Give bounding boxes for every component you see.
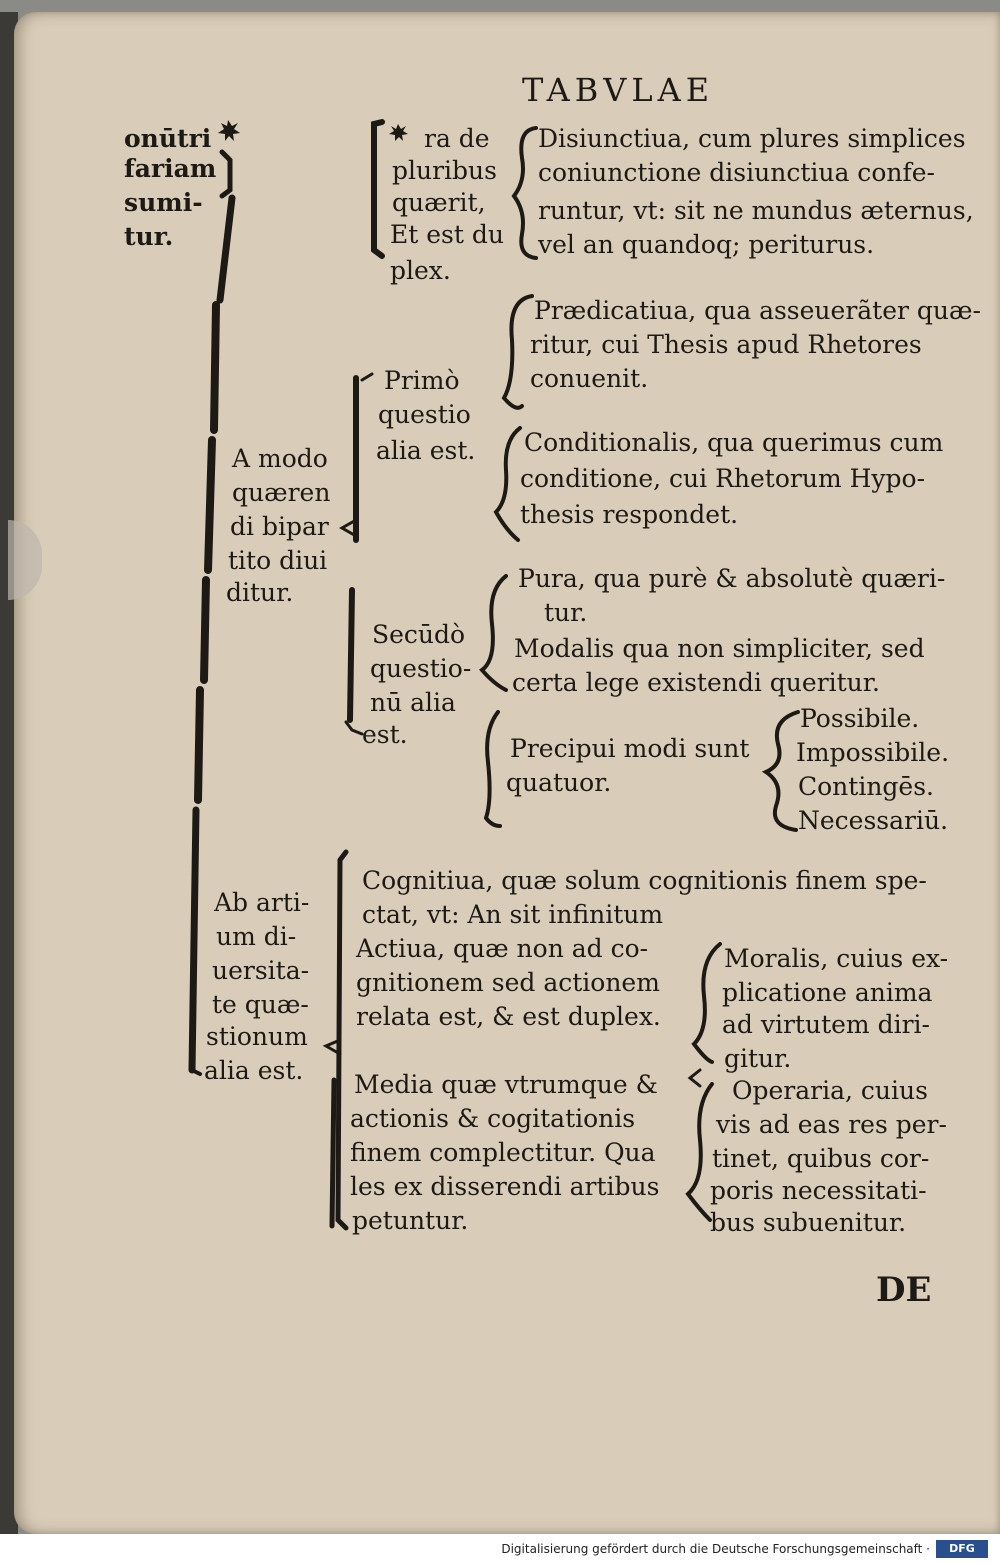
s3-head-3: uersita- bbox=[212, 956, 310, 985]
precipui-line-2: quatuor. bbox=[506, 768, 612, 797]
digitization-footer bbox=[0, 1534, 1000, 1564]
disiunctiua-line-3: runtur, vt: sit ne mundus æternus, bbox=[538, 196, 974, 225]
operaria-line-1: Operaria, cuius bbox=[732, 1076, 928, 1105]
operaria-curly bbox=[688, 1084, 712, 1220]
s1-head-1: ra de bbox=[424, 124, 490, 153]
modalis-line-1: Modalis qua non simpliciter, sed bbox=[514, 634, 925, 663]
footer-credit-text: Digitalisierung gefördert durch die Deutsche Forschungsgemeinschaft · bbox=[501, 1542, 930, 1556]
conditionalis-line-2: conditione, cui Rhetorum Hypo- bbox=[520, 464, 926, 493]
secundo-line-3: nū alia bbox=[370, 688, 456, 717]
conditionalis-line-3: thesis respondet. bbox=[520, 500, 739, 529]
predicatiua-curly bbox=[504, 296, 532, 408]
conditionalis-curly bbox=[496, 428, 520, 540]
disiunctiua-line-2: coniunctione disiunctiua confe- bbox=[538, 158, 935, 187]
main-spine-line bbox=[220, 198, 232, 300]
top-right-bracket bbox=[222, 152, 230, 196]
media-line-1: Media quæ vtrumque & bbox=[354, 1070, 658, 1099]
s3-head-5: stionum bbox=[206, 1022, 308, 1051]
catchword: DE bbox=[876, 1270, 932, 1310]
s1-head-4: Et est du bbox=[390, 220, 504, 249]
actiua-line-1: Actiua, quæ non ad co- bbox=[356, 934, 649, 963]
media-line-3: finem complectitur. Qua bbox=[350, 1138, 656, 1167]
disiunctiua-line-4: vel an quandoq; periturus. bbox=[538, 230, 875, 259]
secundo-line-2: questio- bbox=[370, 654, 472, 683]
operaria-line-2: vis ad eas res per- bbox=[716, 1110, 947, 1139]
s1-head-5: plex. bbox=[390, 256, 451, 285]
actiua-mid-bracket bbox=[690, 1070, 700, 1086]
media-line-5: petuntur. bbox=[352, 1206, 469, 1235]
pura-line-1: Pura, qua purè & absolutè quæri- bbox=[518, 564, 946, 593]
primo-top-hook bbox=[362, 374, 372, 380]
section1-left-bracket bbox=[374, 122, 382, 256]
cognitiua-line-1: Cognitiua, quæ solum cognitionis finem spe- bbox=[362, 866, 927, 895]
modus-impossibile: Impossibile. bbox=[796, 738, 950, 767]
s1-head-3: quærit, bbox=[392, 188, 486, 217]
modi-curly bbox=[766, 712, 798, 830]
primo-line-3: alia est. bbox=[376, 436, 476, 465]
spine-seg-3 bbox=[208, 440, 212, 570]
s2-head-1: A modo bbox=[232, 444, 328, 473]
predicatiua-line-1: Prædicatiua, qua asseuerãter quæ- bbox=[534, 296, 981, 325]
section1-curly bbox=[514, 128, 536, 258]
margin-line-1: onūtri bbox=[124, 124, 212, 153]
s2-head-5: ditur. bbox=[226, 578, 294, 607]
pura-modalis-curly bbox=[482, 576, 506, 690]
media-line-2: actionis & cogitationis bbox=[350, 1104, 636, 1133]
asterisk-mark-1 bbox=[218, 120, 240, 141]
modus-possibile: Possibile. bbox=[800, 704, 920, 733]
predicatiua-line-3: conuenit. bbox=[530, 364, 649, 393]
modus-contingens: Contingēs. bbox=[798, 772, 934, 801]
margin-line-2: fariam bbox=[124, 154, 217, 183]
s3-head-4: te quæ- bbox=[212, 990, 309, 1019]
spine-seg-4 bbox=[204, 580, 206, 680]
s2-head-2: quæren bbox=[232, 478, 331, 507]
spine-seg-2 bbox=[214, 305, 216, 430]
s3-head-1: Ab arti- bbox=[214, 888, 310, 917]
disiunctiua-line-1: Disiunctiua, cum plures simplices bbox=[538, 124, 966, 153]
spine-seg-5 bbox=[198, 690, 200, 800]
s2-head-3: di bipar bbox=[230, 512, 329, 541]
spine-bottom-hook bbox=[192, 1070, 200, 1074]
secundo-bottom-hook bbox=[346, 722, 362, 734]
s3-head-6: alia est. bbox=[204, 1056, 304, 1085]
moralis-line-4: gitur. bbox=[724, 1044, 792, 1073]
margin-line-4: tur. bbox=[124, 222, 174, 251]
dfg-logo: DFG bbox=[936, 1540, 988, 1558]
cognitiua-line-2: ctat, vt: An sit infinitum bbox=[362, 900, 664, 929]
secundo-line-1: Secūdò bbox=[372, 620, 466, 649]
asterisk-mark-2 bbox=[389, 124, 408, 141]
margin-line-3: sumi- bbox=[124, 188, 203, 217]
pura-line-2: tur. bbox=[544, 598, 588, 627]
conditionalis-line-1: Conditionalis, qua querimus cum bbox=[524, 428, 944, 457]
s3-head-2: um di- bbox=[216, 922, 297, 951]
operaria-line-5: bus subuenitur. bbox=[710, 1208, 907, 1237]
operaria-line-3: tinet, quibus cor- bbox=[712, 1144, 930, 1173]
moralis-curly bbox=[694, 944, 720, 1062]
modalis-line-2: certa lege existendi queritur. bbox=[512, 668, 880, 697]
section3-media-vertical bbox=[332, 1080, 334, 1226]
primo-line-2: questio bbox=[378, 400, 471, 429]
s2-head-4: tito diui bbox=[228, 546, 328, 575]
modus-necessarium: Necessariū. bbox=[798, 806, 949, 835]
operaria-line-4: poris necessitati- bbox=[710, 1176, 927, 1205]
predicatiua-line-2: ritur, cui Thesis apud Rhetores bbox=[530, 330, 922, 359]
actiua-line-3: relata est, & est duplex. bbox=[356, 1002, 661, 1031]
secundo-line-4: est. bbox=[362, 720, 408, 749]
spine-seg-6 bbox=[192, 810, 196, 1070]
precipui-curly bbox=[486, 712, 500, 826]
precipui-line-1: Precipui modi sunt bbox=[510, 734, 750, 763]
media-line-4: les ex disserendi artibus bbox=[350, 1172, 660, 1201]
page-title: TABVLAE bbox=[522, 71, 715, 109]
s1-head-2: pluribus bbox=[392, 156, 497, 185]
actiua-line-2: gnitionem sed actionem bbox=[356, 968, 660, 997]
moralis-line-1: Moralis, cuius ex- bbox=[724, 944, 949, 973]
moralis-line-3: ad virtutem diri- bbox=[722, 1010, 930, 1039]
primo-line-1: Primò bbox=[384, 366, 460, 395]
moralis-line-2: plicatione anima bbox=[722, 978, 933, 1007]
section2-lower-vertical bbox=[350, 590, 352, 720]
